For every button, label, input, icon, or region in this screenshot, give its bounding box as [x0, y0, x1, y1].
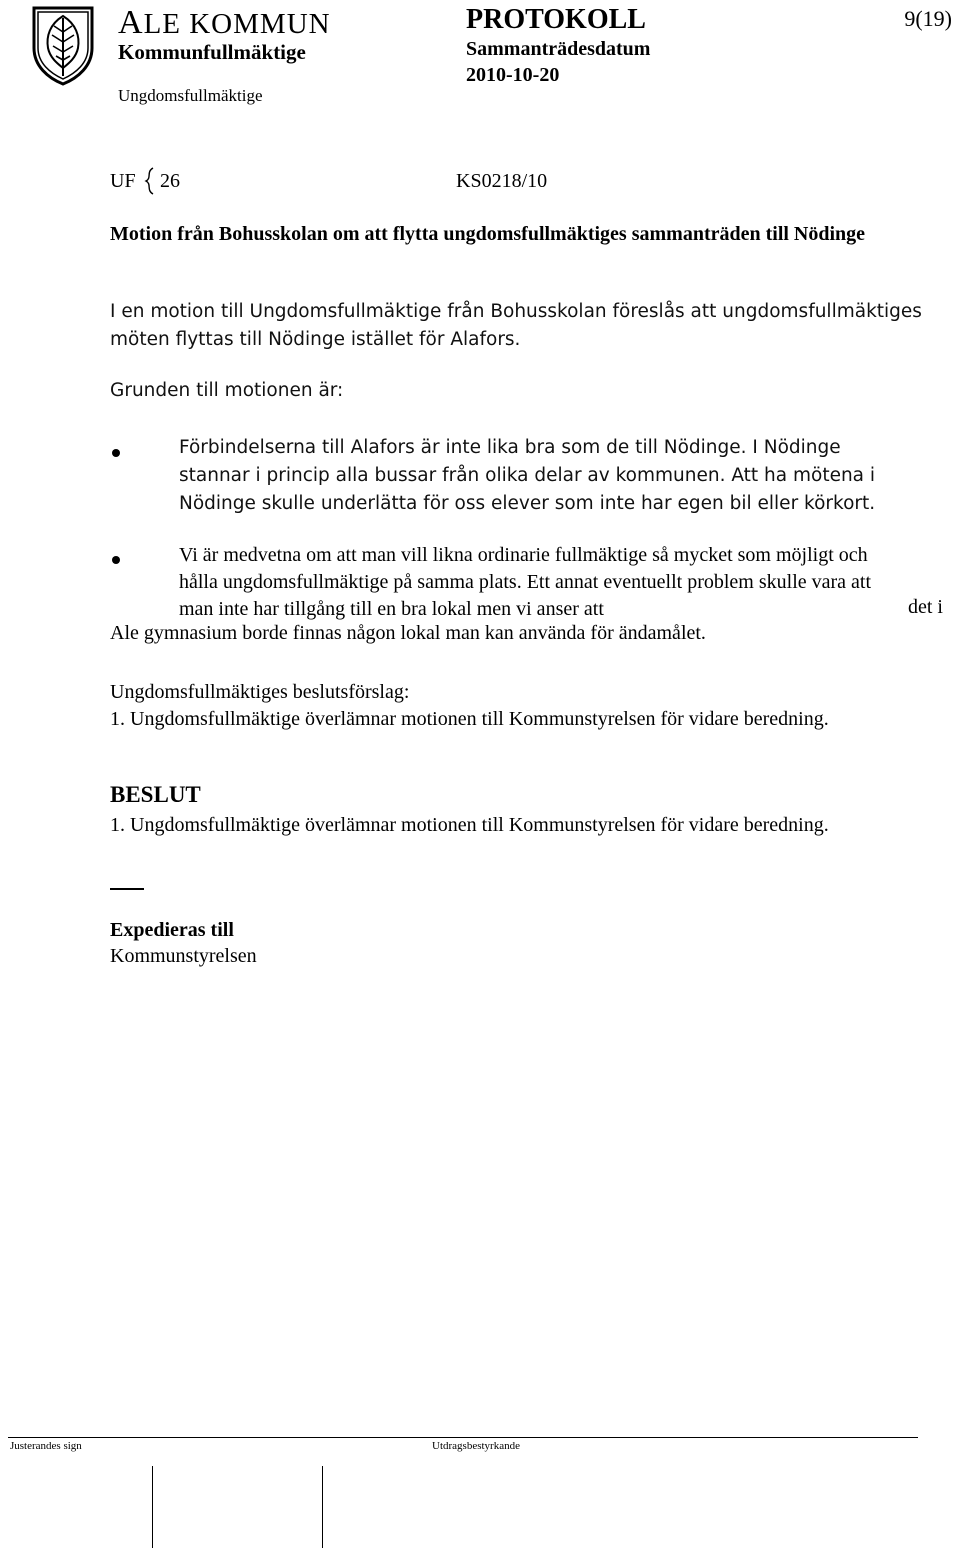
meeting-date: 2010-10-20 [466, 64, 560, 86]
document-type: PROTOKOLL [466, 4, 646, 35]
intro-paragraph: I en motion till Ungdomsfullmäktige från Bohusskolan föreslås att ungdomsfullmäktiges möten flyttas till Nödinge istället för Alafors. [110, 301, 922, 350]
signature-label: Justerandes sign [10, 1440, 82, 1452]
case-reference: KS0218/10 [456, 170, 548, 192]
municipality-crest-logo [28, 4, 98, 88]
section-sign-icon [142, 166, 156, 196]
divider [110, 888, 144, 890]
decision-heading: BESLUT [110, 782, 201, 807]
dispatch-recipient: Kommunstyrelsen [110, 945, 257, 967]
municipality-name [118, 6, 331, 41]
bullet-item-second-last-line: Ale gymnasium borde finnas någon lokal man kan använda för ändamålet. [110, 622, 706, 644]
proposal-label: Ungdomsfullmäktiges beslutsförslag: [110, 681, 410, 703]
case-prefix: UF [110, 170, 136, 192]
meeting-date-label: Sammanträdesdatum [466, 38, 651, 60]
municipality-name-rest: LE KOMMUN [143, 8, 331, 40]
page-number: 9(19) [904, 6, 952, 31]
municipality-name-initial: A [118, 4, 144, 41]
extract-certification-label: Utdragsbestyrkande [432, 1440, 520, 1452]
dispatch-heading: Expedieras till [110, 919, 234, 941]
signature-box-line [322, 1466, 323, 1548]
council-name: Kommunfullmäktige [118, 40, 306, 64]
proposal-item: 1. Ungdomsfullmäktige överlämnar motionen till Kommunstyrelsen för vidare beredning. [110, 708, 829, 730]
footer-divider [8, 1437, 918, 1438]
bullet-point-icon [112, 556, 120, 564]
decision-item: 1. Ungdomsfullmäktige överlämnar motionen till Kommunstyrelsen för vidare beredning. [110, 814, 829, 836]
bullet-item-second: Vi är medvetna om att man vill likna ordinarie fullmäktige så mycket som möjligt och hålla ungdomsfullmäktige på samma plats. Ett annat eventuellt problem skulle vara att man inte har tillgång till en bra lokal men vi anser att [179, 544, 872, 620]
item-title: Motion från Bohusskolan om att flytta ungdomsfullmäktiges sammanträden till Nödinge [110, 223, 866, 245]
bullet-item-second-tail: det i [908, 596, 943, 618]
bullet-point-icon [112, 449, 120, 457]
bullet-item-first: Förbindelserna till Alafors är inte lika bra som de till Nödinge. I Nödinge stannar i princip alla bussar från olika delar av kommunen. Att ha mötena i Nödinge skulle underlätta för oss elever som inte har egen bil eller körkort. [179, 437, 876, 514]
case-number: 26 [160, 170, 180, 192]
body-subtitle: Ungdomsfullmäktige [118, 86, 263, 105]
signature-box-line [152, 1466, 153, 1548]
grounds-label: Grunden till motionen är: [110, 380, 344, 401]
